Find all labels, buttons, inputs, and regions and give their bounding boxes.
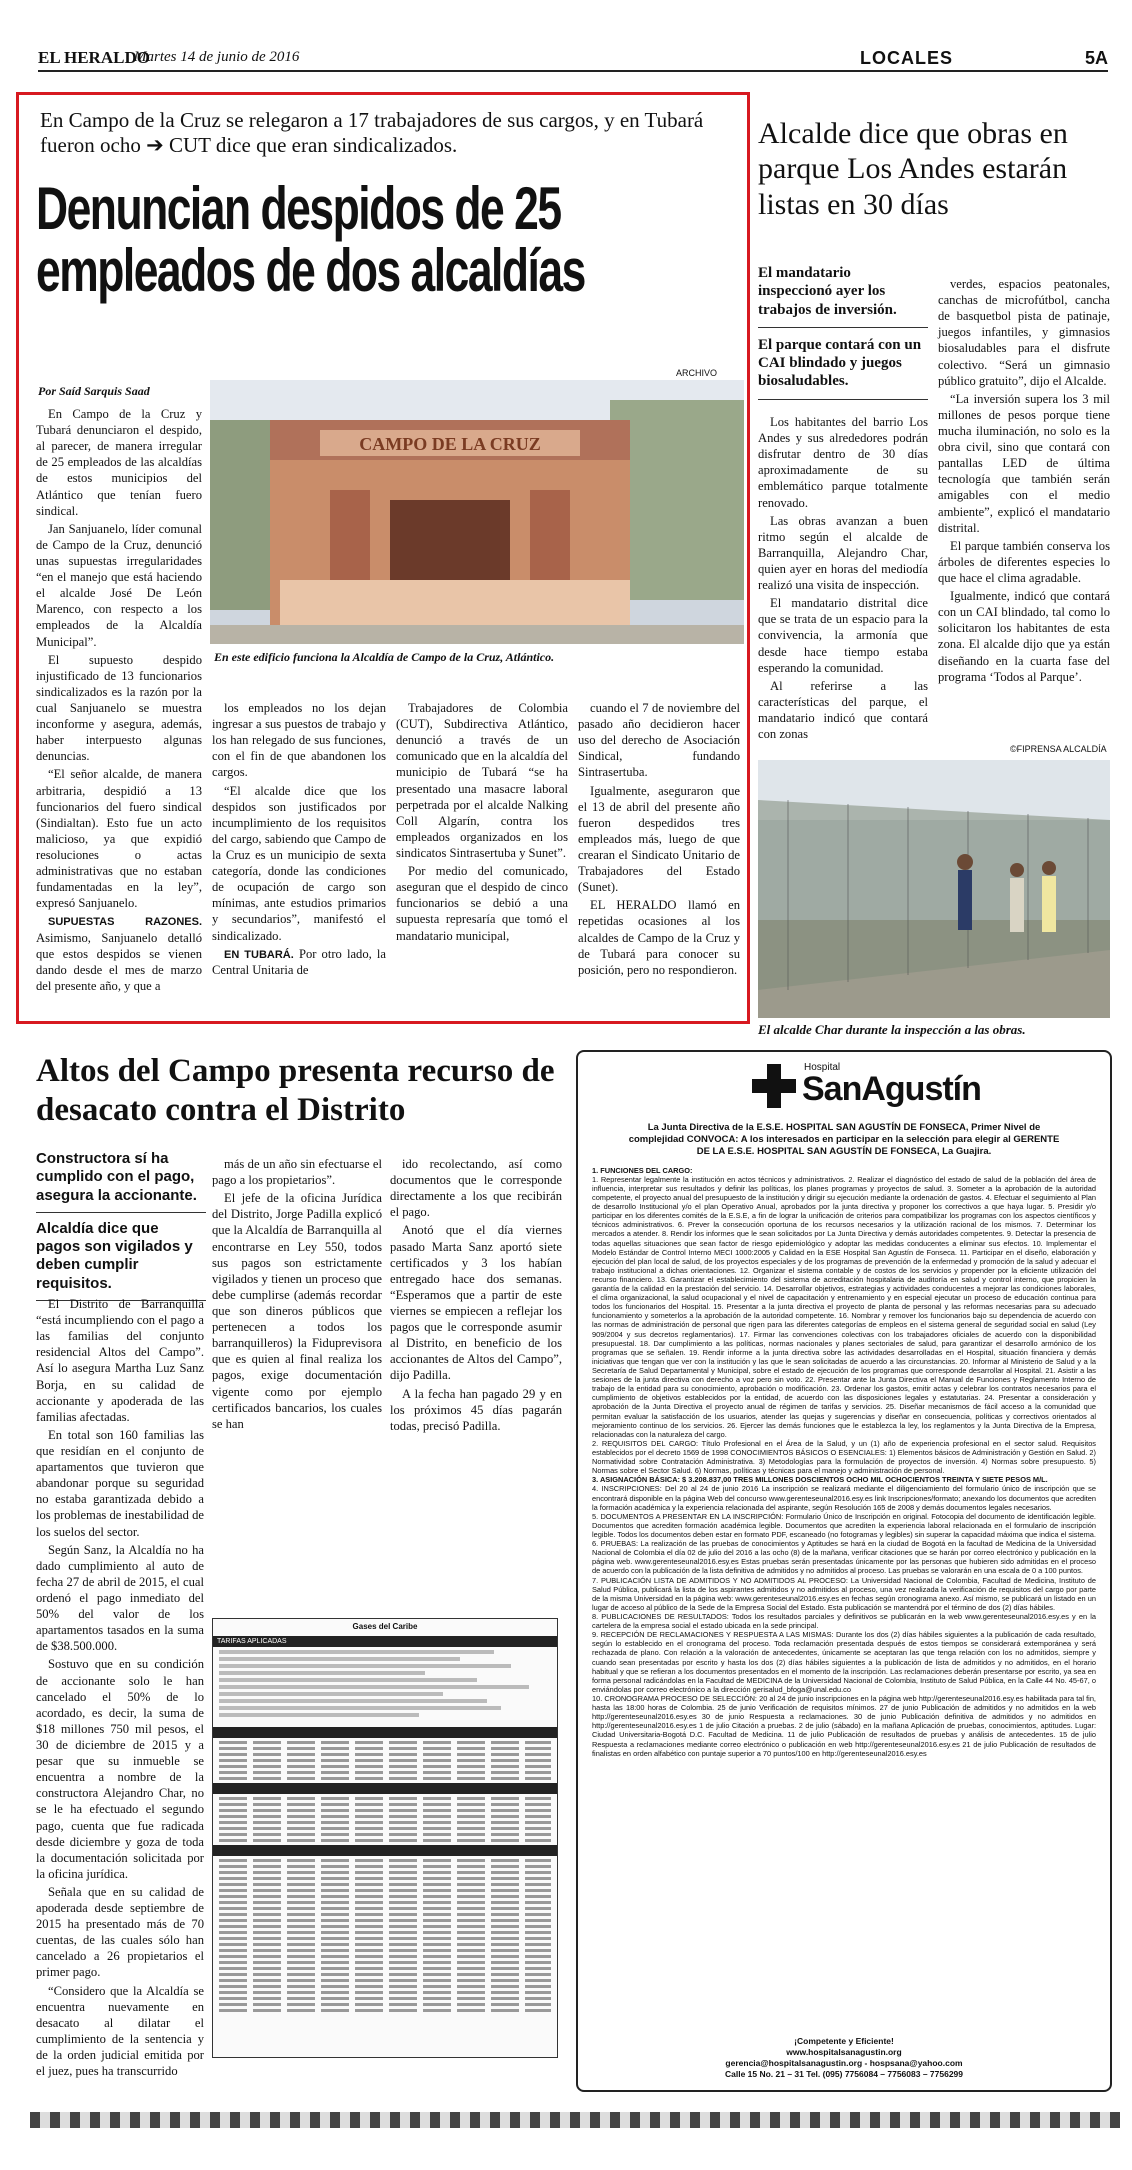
photo-caption: En este edificio funciona la Alcaldía de Campo de la Cruz, Atlántico.: [214, 650, 555, 664]
subhead: EN TUBARÁ.: [224, 948, 294, 961]
text-line: [219, 1650, 494, 1654]
table-row: [219, 1871, 551, 1874]
notice-item: 7. PUBLICACIÓN LISTA DE ADMITIDOS Y NO ADMITIDOS AL PROCESO: La Universidad Nacional de Colombia, Facultad de Medicina, Instituto de Salud Pública, publicará la lista de los aspirantes admitidos y no admitidos al proceso, una vez realizada la verificación de requisitos del cargo por parte de la misma Universidad en la página web: www.gerenteseunal2016.esy.es en fechas según cronograma anexo. Así mismo, se publicará un listado en un lugar de acceso al público de la Sede de la Empresa Social del Estado. Esta publicación se mantendrá por el término de dos (2) días hábiles.: [592, 1575, 1096, 1612]
paragraph: más de un año sin efectuarse el pago a los propietarios”.: [212, 1157, 382, 1188]
paragraph: Trabajadores de Colombia (CUT), Subdirectiva Atlántico, denunció a través de un comunicado que en la alcaldía del municipio de Tubará “se ha presentado una masacre laboral perpetrada por el alcalde Nalking Coll Algarín, contra los empleados organizados en los sindicatos Sintrasertuba y Sunet”.: [396, 701, 568, 860]
paragraph: verdes, espacios peatonales, canchas de microfútbol, cancha de basquetbol pista de patinaje, juegos infantiles, y gimnasios biosaludables para el disfrute colectivo. “Será un gimnasio público gratuito”, dijo el Alcalde.: [938, 277, 1110, 388]
paragraph: El mandatario distrital dice que se trata de un espacio para la convivencia, la armonía que desde hace tiempo estaba esperando la comunidad.: [758, 596, 928, 675]
text-line: [219, 1664, 511, 1668]
paragraph: El jefe de la oficina Jurídica del Distrito, Jorge Padilla explicó que la Alcaldía de Barranquilla al encontrarse en Ley 550, todos sus pagos son estrictamente vigilados y tienen un proceso que debe cumplirse (además recordar que son dineros públicos que pertenecen a todos los barranquilleros) la Fiduprevisora que es quien al final realiza los pagos, exige documentación vigente como por ejemplo certificados bancarios, los cuales se han: [212, 1191, 382, 1431]
city-hall-sign: CAMPO DE LA CRUZ: [359, 434, 541, 454]
table-row: [219, 1797, 551, 1800]
notice-item: 9. RECEPCIÓN DE RECLAMACIONES Y RESPUESTA A LAS MISMAS: Durante los dos (2) días hábiles siguientes a la publicación de cada resultado, según lo establecido en el cronograma del proceso. Toda reclamación presentada después de estos tiempos se considerará extemporánea y será rechazada de plano. Con relación a la valoración de antecedentes, únicamente se aceptaran las que tenga relación con los no admitidos, siempre y cuando sean presentadas por escrito y hasta los dos (2) días hábiles siguientes a la publicación de lista de admitidos y no admitidos, en el horario habitual y que se refieran a los documentos presentados en el momento de la inscripción. Las reclamaciones deberán presentarse por escrito, ya sea en forma personal radicándolas en la Facultad de MEDICINA de la Universidad Nacional de Colombia, Instituto de Salud Pública, en la Calle 44 No. 45-67, o enviándolas por correo electrónico a la dirección gerisalud_bfoga@unal.edu.co: [592, 1630, 1096, 1694]
paragraph: Al referirse a las características del parque, el mandatario indicó que contará con zonas: [758, 678, 928, 742]
table-header: [213, 1845, 557, 1856]
paragraph: Igualmente, aseguraron que el 13 de abril del presente año fueron despedidos tres empleados más, luego de que crearan el Sindicato Unitario de Trabajadores del Estado (Sunet).: [578, 783, 740, 895]
divider: [758, 399, 928, 400]
text-line: [219, 1671, 425, 1675]
story-column-4: [578, 700, 740, 980]
table-row: [219, 1967, 551, 1970]
hospital-label: Hospital: [804, 1062, 841, 1073]
subhead: SUPUESTAS RAZONES.: [48, 916, 202, 929]
paragraph: cuando el 7 de noviembre del pasado año decidieron hacer uso del derecho de Asociación Sindical, fundando Sintrasertuba.: [578, 701, 740, 780]
paragraph: Por medio del comunicado, aseguran que el despido de cinco funcionarios se debió a una supuesta represaría que tomó el mandatario municipal,: [396, 864, 568, 943]
paragraph: los empleados no los dejan ingresar a sus puestos de trabajo y los han relegado de sus funciones, con el fin de que abandonen los cargos.: [212, 701, 386, 780]
table-row: [219, 1895, 551, 1898]
story-headline: Denuncian despidos de 25 empleados de dos alcaldías: [36, 175, 585, 305]
table-row: [219, 2009, 551, 2012]
text-line: [219, 1699, 487, 1703]
table-row: [219, 1949, 551, 1952]
paragraph: Por otro lado, la Central Unitaria de: [212, 946, 386, 977]
park-inspection-photo: [758, 760, 1110, 1018]
paragraph: Las obras avanzan a buen ritmo según el alcalde de Barranquilla, Alejandro Char, quien ayer en horas del mediodía realizó una visita de inspección.: [758, 513, 928, 593]
table-row: [219, 2003, 551, 2006]
table-row: [219, 1747, 551, 1750]
page-footer-bar: [30, 2112, 1120, 2128]
second-deck: [36, 1150, 206, 1308]
paragraph: ido recolectando, así como documentos que le corresponde directamente a los que recibirán el pago.: [390, 1157, 562, 1220]
section-name: LOCALES: [860, 48, 954, 68]
paragraph: Anotó que el día viernes pasado Marta Sanz aportó siete certificados y 3 los habían entregado hace dos semanas. “Esperamos que a partir de este viernes se empiecen a reflejar los pagos que le corresponde asumir al Distrito, en beneficio de los accionantes de Altos del Campo”, dijo Padilla.: [390, 1223, 562, 1383]
table-row: [219, 1979, 551, 1982]
notice-item: 2. REQUISITOS DEL CARGO: Título Profesional en el Área de la Salud, y un (1) año de experiencia profesional en el sector salud. Requisitos establecidos por el decreto 1569 de 1998 CONOCIMIENTOS BÁSICOS O ESENCIALES: 1) Elementos básicos de Administración y Gestión en Salud. 2) Normatividad sobre Contratación Administrativa. 3) Metodologías para la formulación de proyectos de inversión. 4) Normas sobre presupuesto. 5) Normas sobre el Sector Salud. 6) Normas, políticas y técnicas para el manejo y administración de personal.: [592, 1438, 1096, 1476]
hospital-address: Calle 15 No. 21 – 31 Tel. (095) 7756084 – 7756083 – 7756299: [724, 2068, 964, 2079]
side-column-2: [938, 276, 1110, 687]
side-headline: Alcalde dice que obras en parque Los Andes estarán listas en 30 días: [758, 117, 1068, 221]
notice-footer: [592, 2036, 1096, 2080]
paragraph: Los habitantes del barrio Los Andes y sus alrededores podrán disfrutar dentro de 30 días aproximadamente de su emblemático parque totalmente renovado.: [758, 415, 928, 510]
table-row: [219, 1771, 551, 1774]
table-row: [219, 1931, 551, 1934]
table-row: [219, 1765, 551, 1768]
text-line: [219, 1713, 419, 1717]
city-hall-photo: [210, 380, 744, 644]
table-row: [219, 1961, 551, 1964]
table-row: [219, 1973, 551, 1976]
paragraph: El supuesto despido injustificado de 13 funcionarios sindicalizados es la razón por la cual Sanjuanelo se muestra inconforme y asegura, además, haber interpuesto algunas denuncias.: [36, 652, 202, 764]
hospital-slogan: ¡Competente y Eficiente!: [794, 2035, 894, 2046]
table-row: [219, 1777, 551, 1780]
paragraph: En total son 160 familias las que residían en el conjunto de apartamentos que tuvieron que abandonar porque su seguridad no estaba garantizada debido a los problemas de inestabilidad de los suelos del sector.: [36, 1427, 204, 1539]
table-row: [219, 1913, 551, 1916]
photo-credit: ARCHIVO: [676, 368, 718, 378]
story-column-2: [212, 700, 386, 980]
photo-credit: ©FIPRENSA ALCALDÍA: [1010, 744, 1107, 754]
paragraph: En Campo de la Cruz y Tubará denunciaron el despido, al parecer, de manera irregular de 25 empleados de las alcaldías de estos municipios del Atlántico que tenían fuero sindical.: [36, 407, 202, 518]
notice-item: 1. Representar legalmente la institución en actos técnicos y administrativos. 2. Realizar el diagnóstico del estado de salud de la población del área de influencia, interpretar sus resultados y definir las políticas, los planes programas y proyectos de salud. 3. Someter a la aprobación de la autoridad competente, el proyecto anual del presupuesto de la institución y dirigir su ejecución mediante la ordenación de gastos. 4. Efectuar el seguimiento al Plan de desarrollo Institucional y/o el plan Operativo Anual, aprobados por la junta directiva y proponer los correctivos a que haya lugar. 5. Presidir y/o participar en los diferentes comités de la E.S.E, a fin de lograr la unificación de criterios para compatibilizar los programas con los aspectos científicos y técnicos administrativos. 6. Prever la consecución oportuna de los recursos necesarios y la utilización racional de los mismos. 7. Determinar los mercados a atender. 8. Rendir los informes que le sean solicitados por La Junta Directiva y demás autoridades competentes. 9. Detectar la presencia de todas aquellas situaciones que sean factor de riesgo epidemiológico y adoptar las medidas conducentes a eliminar sus efectos. 10. Implementar el Modelo Estándar de Control Interno MECI 1000:2005 y Calidad en la ESE Hospital San Agustín de Fonseca. 11. Participar en el diseño, elaboración y ejecución del plan local de salud, de los proyectos especiales y de los programas de prevención de la enfermedad y promoción de la salud y adecuar el trabajo institucional a dichas orientaciones. 12. Organizar el sistema contable y de costos de los servicios y propender por la eficiente utilización del recurso financiero. 13. Garantizar el establecimiento del sistema de acreditación hospitalaria de auditoría en salud y control interno, que propicien la garantía de la calidad en la prestación del servicio. 14. Desarrollar objetivos, estrategias y actividades conducentes a mejorar las condiciones laborales, el clima organizacional, la salud ocupacional y el nivel de capacitación y entrenamiento y en especial ejecutar un proceso de educación continua para todos los funcionarios del Hospital. 15. Presentar a la junta directiva el proyecto de planta de personal y las reformas necesarias para su adecuado funcionamiento y someterlos a la aprobación de la autoridad competente. 16. Nombrar y remover los funcionarios bajo su dependencia de acuerdo con las normas de administración de personal que rigen para las diferentes categorías de empleos en el sistema general de seguridad social en salud (Ley 909/2004 y sus decretos reglamentarios). 17. Firmar las convenciones colectivas con los trabajadores oficiales de acuerdo con la disponibilidad presupuestal. 18. Dar cumplimiento a las políticas, normas nacionales y planes sectoriales de salud, para garantizar el desarrollo armónico de los programas que se señalen. 19. Rendir informe a la junta directiva sobre las actividades desarrolladas en el Hospital, situación financiera y demás iniciativas que tengan que ver con la institución y las que le sean solicitadas de acuerdo a las circunstancias. 20. Informar al Ministerio de Salud y a la Secretaría de Salud Departamental y Municipal, sobre el estado de ejecución de los programas que corresponde desarrollar al Hospital. 21. Asistir a las sesiones de la junta directiva con derecho a voz pero sin voto. 22. Presentar ante la Junta Directiva el Manual de Funciones y Reglamento Interno de trabajo de la entidad para su conocimiento, aprobación o modificación. 23. Ordenar los gastos, emitir actas y celebrar los contratos necesarios para el cumplimiento de objetivos establecidos por la entidad, de acuerdo con las disposiciones legales y estatutarias. 24. Presentar a consideración y aprobación de la Junta Directiva el proyecto anual de régimen de tarifas y servicios. 25. Diseñar mecanismos de fácil acceso a la comunidad que permitan evaluar la satisfacción de los usuarios, atender las quejas y sugerencias y diseñar en consecuencia, políticas y correctivos orientados al mejoramiento continuo de los servicios. 26. Ejercer las demás funciones que le establezca la ley, los reglamentos y la Junta Directiva de la Empresa, relacionadas con la naturaleza del cargo.: [592, 1174, 1096, 1439]
paragraph: Jan Sanjuanelo, líder comunal de Campo de la Cruz, denunció unas supuestas irregularidades “en el manejo que está haciendo el alcalde José De León Marenco, con respecto a los empleados de la Alcaldía Municipal”.: [36, 521, 202, 649]
table-row: [219, 1821, 551, 1824]
table-row: [219, 1877, 551, 1880]
notice-item: 8. PUBLICACIONES DE RESULTADOS: Todos los resultados parciales y definitivos se publicarán en la web www.gerenteseunal2016.esy.es y en la cartelera de la empresa social el estado ubicada en la sede principal.: [592, 1611, 1096, 1631]
table-row: [219, 1827, 551, 1830]
paragraph: Asimismo, Sanjuanelo detalló que estos despidos se vienen dando desde el mes de marzo del presente año, y que a: [36, 930, 202, 993]
paragraph: El parque también conserva los árboles de diferentes especies lo que hace el clima agradable.: [938, 538, 1110, 585]
hospital-notice-ad: [576, 1050, 1112, 2092]
issue-date: Martes 14 de junio de 2016: [134, 49, 300, 65]
second-column-1: [36, 1296, 204, 2081]
table-row: [219, 1803, 551, 1806]
table-header: [213, 1783, 557, 1794]
table-row: [219, 1859, 551, 1862]
table-row: [219, 1991, 551, 1994]
divider: [758, 327, 928, 328]
page-number: 5A: [1084, 48, 1108, 68]
side-column-1: [758, 414, 928, 744]
paragraph: “El señor alcalde, de manera arbitraria, despidió a 13 funcionarios del fuero sindical (Sindialtan). Esto fue un acto malicioso, ya que expidió resoluciones o actas administrativas que no estaban fundamentadas en la ley”, expresó Sanjuanelo.: [36, 767, 202, 911]
text-line: [219, 1692, 443, 1696]
paragraph: Señala que en su calidad de apoderada desde septiembre de 2015 ha presentado más de 70 cuentas, de las cuales sólo han cancelado a 26 propietarios el primer pago.: [36, 1884, 204, 1980]
paragraph: “Considero que la Alcaldía se encuentra nuevamente en desacato al dilatar el cumplimiento de la sentencia y de la orden judicial emitida por el juez, pues ha transcurrido: [36, 1983, 204, 2079]
notice-item: 6. PRUEBAS: La realización de las pruebas de conocimientos y Aptitudes se hará en la ciudad de Bogotá en la facultad de Medicina de la Universidad Nacional de Colombia el día 02 de julio del 2016 a las ocho (8) de la mañana, verificar citaciones que se harán por correo electrónico y publicación en la página web. www.gerenteseunal2016.esy.es Estas pruebas serán presentadas únicamente por las personas que hubieren sido admitidas en el proceso de acuerdo con la publicación de la lista definitiva de admitidos y no admitidos al proceso. Las pruebas se valorarán en una escala de 0 a 100 puntos.: [592, 1539, 1096, 1576]
paragraph: Igualmente, indicó que contará con un CAI blindado, tal como lo solicitaron los habitantes de esta zona. El alcalde dijo que ya están diseñando en la cuarta fase del programa ‘Todos al Parque’.: [938, 589, 1110, 684]
hospital-logo: [592, 1062, 1096, 1118]
notice-body: [592, 1166, 1096, 1758]
text-line: [219, 1706, 501, 1710]
notice-item: 3. ASIGNACIÓN BÁSICA: $ 3.208.837,00 TRES MILLONES DOSCIENTOS OCHO MIL OCHOCIENTOS TREINTA Y SIETE PESOS M/L.: [592, 1475, 1048, 1485]
table-row: [219, 1919, 551, 1922]
table-row: [219, 1907, 551, 1910]
photo-caption: El alcalde Char durante la inspección a las obras.: [758, 1022, 1026, 1037]
second-headline: Altos del Campo presenta recurso de desacato contra el Distrito: [36, 1053, 555, 1128]
story-column-3: [396, 700, 568, 946]
table-row: [219, 1997, 551, 2000]
table-header: [213, 1727, 557, 1738]
paragraph: El Distrito de Barranquilla “está incumpliendo con el pago a las familias del conjunto residencial Altos del Campo”. Así lo asegura Martha Luz Sanz Borja, en su calidad de accionante y apoderada de las familias afectadas.: [36, 1297, 204, 1424]
second-column-3: [390, 1156, 562, 1436]
paragraph: “La inversión supera los 3 mil millones de pesos porque tiene mucha iluminación, no solo es la obra civil, sino que contará con pantallas LED de última tecnología que también serán amigables con el medio ambiente”, explicó el mandatario distrital.: [938, 391, 1110, 535]
table-row: [219, 1865, 551, 1868]
second-column-2: [212, 1156, 382, 1434]
paragraph: Sostuvo que en su condición de accionante solo le han cancelado el 50% de lo acordado, es decir, la suma de $18 millones 750 mil pesos, el 30 de diciembre de 2015 y a pesar que su inmueble se encuentra a nombre de la constructora Alejandro Char, no se le ha efectuado el segundo pago, cuenta que fue radicada desde diciembre y goza de toda la documentación solicitada por la oficina jurídica.: [36, 1657, 204, 1881]
paragraph: EL HERALDO llamó en repetidas ocasiones al los alcaldes de Campo de la Cruz y de Tubará para conocer su posición, pero no respondieron.: [578, 898, 740, 977]
text-line: [219, 1685, 529, 1689]
table-row: [219, 1815, 551, 1818]
table-row: [219, 1889, 551, 1892]
table-row: [219, 1741, 551, 1744]
newspaper-name: EL HERALDO: [38, 48, 150, 67]
story-column-1: [36, 406, 202, 996]
notice-item: 4. INSCRIPCIONES: Del 20 al 24 de junio 2016 La inscripción se realizará mediante el diligenciamiento del formulario único de inscripción que se encontrará disponible en la página Web del concurso www.gerenteseunal2016.esy.es link Inscripciones/formato; anexando los documentos que acrediten la formación académica y la experiencia relacionada del aspirante, según Resolución 165 de 2008 y demás documentos legales necesarios.: [592, 1484, 1096, 1512]
medical-cross-icon: [752, 1064, 796, 1108]
text-line: [219, 1657, 460, 1661]
side-deck: [758, 264, 928, 408]
paragraph: Según Sanz, la Alcaldía no ha dado cumplimiento al auto de fecha 27 de abril de 2015, el cual ordenó el pago inmediato del 50% del valor de los apartamentos tasados en la suma de $38.500.000.: [36, 1542, 204, 1654]
table-row: [219, 1839, 551, 1842]
masthead: [38, 48, 1108, 72]
notice-heading: 1. FUNCIONES DEL CARGO:: [592, 1165, 693, 1175]
notice-item: 10. CRONOGRAMA PROCESO DE SELECCIÓN: 20 al 24 de junio inscripciones en la página web http://gerenteseunal2016.esy.es habilitada para tal fin, hasta las 18:00 horas de Colombia. 25 de junio Verificación de requisitos mínimos. 27 de junio Publicación de admitidos y no admitidos en la web http://gerenteseunal2016.esy.es 30 de junio Respuesta a reclamaciones. 30 de junio Publicación definitiva de admitidos y no admitidos en http://gerenteseunal2016.esy.es 1 de julio Citación a pruebas. 2 de julio (sábado) en la mañana Aplicación de pruebas, conocimientos, aptitudes. Lugar: Ciudad Universitaria-Bogotá D.C. Facultad de Medicina. 11 de julio Publicación de resultados de pruebas y análisis de antecedentes. 15 de julio Respuesta a reclamaciones mediante correo electrónico o publicación en web http://gerenteseunal2016.esy.es 21 de julio Publicación de resultados de finalistas en orden alfabético con puntaje superior a 70 puntos/100 en http://gerenteseunal2016.esy.es: [592, 1693, 1096, 1758]
paragraph: A la fecha han pagado 29 y en los próximos 45 días pagarán todas, precisó Padilla.: [390, 1386, 562, 1433]
table-row: [219, 1883, 551, 1886]
table-header: TARIFAS APLICADAS: [213, 1636, 557, 1647]
hospital-email: gerencia@hospitalsanagustin.org - hospsana@yahoo.com: [725, 2057, 963, 2068]
deck-line: Alcaldía dice que pagos son vigilados y deben cumplir requisitos.: [36, 1219, 193, 1292]
paragraph: “El alcalde dice que los despidos son justificados por incumplimiento de los requisitos del cargo, sabiendo que Campo de la Cruz es un municipio de sexta categoría, donde las condiciones de ocupación de cargo son mínimas, ante estudios primarios y secundarios”, manifestó el sindicalizado.: [212, 783, 386, 943]
table-row: [219, 1955, 551, 1958]
notice-intro: La Junta Directiva de la E.S.E. HOSPITAL SAN AGUSTÍN DE FONSECA, Primer Nivel de complejidad CONVOCA: A los interesados en participar en la selección para elegir al GERENTE DE LA E.S.E. HOSPITAL SAN AGUSTÍN DE FONSECA, La Guajira.: [628, 1122, 1060, 1157]
deck-line: Constructora sí ha cumplido con el pago, asegura la accionante.: [36, 1150, 197, 1204]
hospital-website: www.hospitalsanagustin.org: [786, 2046, 902, 2057]
hospital-name: SanAgustín: [802, 1070, 981, 1108]
table-row: [219, 1809, 551, 1812]
table-row: [219, 1937, 551, 1940]
table-row: [219, 1901, 551, 1904]
table-row: [219, 1833, 551, 1836]
story-kicker: En Campo de la Cruz se relegaron a 17 trabajadores de sus cargos, y en Tubará fueron ocho ➔ CUT dice que eran sindicalizados.: [40, 108, 704, 158]
table-row: [219, 1759, 551, 1762]
tariff-table-ad: [212, 1618, 558, 2058]
table-row: [219, 1925, 551, 1928]
text-line: [219, 1678, 477, 1682]
table-row: [219, 1943, 551, 1946]
ad-brand: Gases del Caribe: [352, 1622, 418, 1631]
notice-item: 5. DOCUMENTOS A PRESENTAR EN LA INSCRIPCIÓN: Formulario Único de Inscripción en original. Fotocopia del documento de identificación legible. Documentos que acrediten formación académica legible. Documentos que acrediten la experiencia laboral relacionada en el formulario de inscripción legible. Todos los documentos deben estar en formato PDF, escaneado (no fotogramas y legibles) sin superar la capacidad máxima que indica el sistema.: [592, 1511, 1096, 1539]
table-row: [219, 1985, 551, 1988]
table-row: [219, 1753, 551, 1756]
divider: [36, 1212, 206, 1213]
story-byline: Por Saíd Sarquis Saad: [38, 384, 150, 398]
deck-line: El parque contará con un CAI blindado y juegos biosaludables.: [758, 336, 922, 390]
deck-line: El mandatario inspeccionó ayer los trabajos de inversión.: [758, 265, 897, 318]
